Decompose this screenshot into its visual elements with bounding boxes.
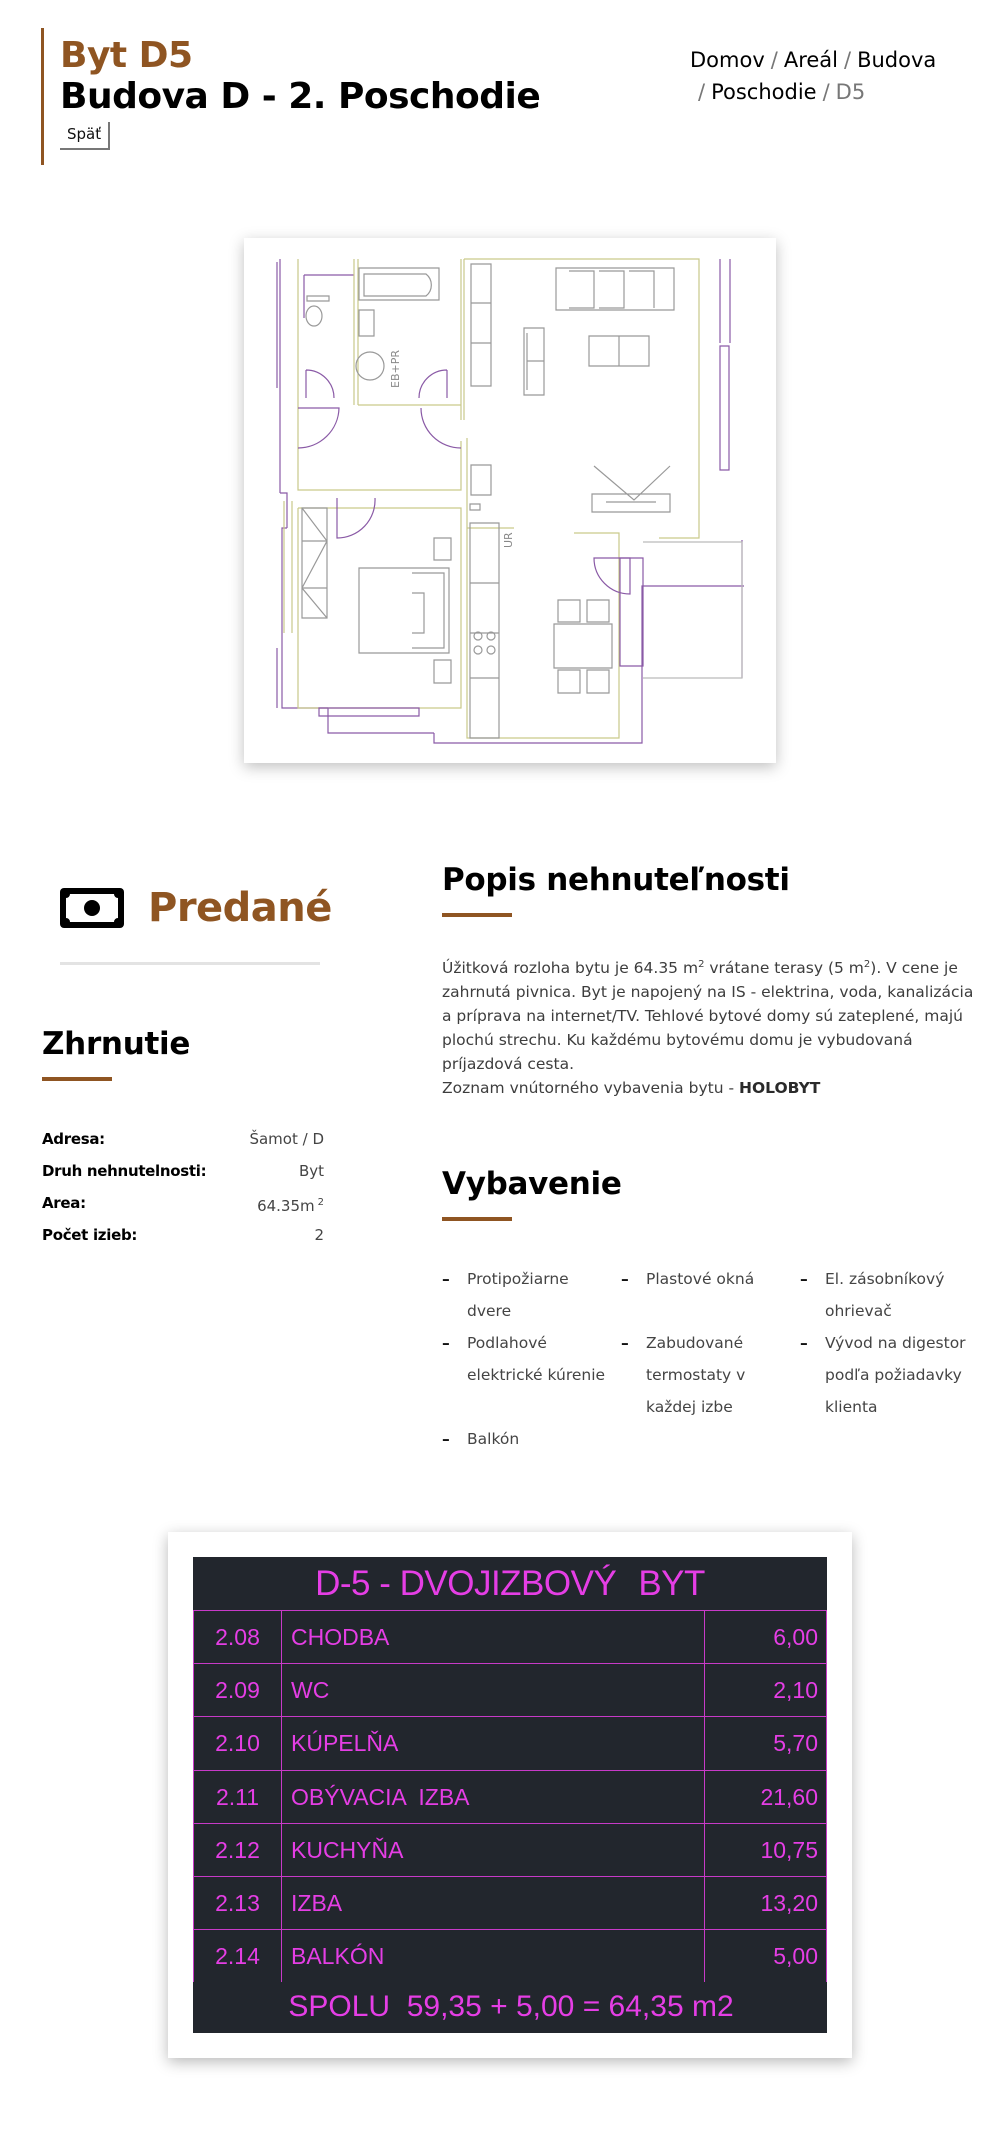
room-row — [193, 1716, 827, 1769]
room-name: WC — [282, 1664, 705, 1716]
equipment-item — [800, 1263, 979, 1327]
page-title: Byt D5 — [60, 35, 193, 76]
page-subtitle: Budova D - 2. Poschodie — [60, 76, 541, 117]
back-button[interactable]: Späť — [60, 122, 110, 150]
equipment-item — [442, 1327, 621, 1423]
equipment-item — [621, 1327, 800, 1423]
room-row — [193, 1929, 827, 1982]
room-area: 6,00 — [705, 1611, 827, 1663]
breadcrumb-building[interactable]: Budova — [857, 48, 937, 72]
summary-value: Byt — [298, 1162, 324, 1180]
equipment-item-label: Balkón — [467, 1430, 520, 1448]
breadcrumb-separator: / — [844, 48, 852, 72]
equipment-item-label: Zabudované termostaty v každej izbe — [646, 1334, 746, 1416]
desc-sup: 2 — [698, 959, 705, 970]
room-number: 2.09 — [193, 1664, 282, 1716]
floorplan-label-eb-pr: EB+PR — [389, 350, 402, 388]
room-number: 2.08 — [193, 1611, 282, 1663]
room-area: 5,00 — [705, 1930, 827, 1982]
room-table-image[interactable] — [168, 1532, 852, 2058]
title-block — [41, 28, 540, 165]
room-row — [193, 1823, 827, 1876]
description-section — [442, 858, 982, 1100]
room-name: OBÝVACIA IZBA — [282, 1771, 705, 1823]
room-name: KUCHYŇA — [282, 1824, 705, 1876]
breadcrumb-area[interactable]: Areál — [783, 48, 839, 72]
room-name: BALKÓN — [282, 1930, 705, 1982]
desc-part: Zoznam vnútorného vybavenia bytu - — [442, 1079, 739, 1097]
status-label: Predané — [148, 885, 332, 931]
room-table-title-text: BYT — [638, 1564, 705, 1603]
status-badge — [60, 880, 332, 965]
room-table-title — [193, 1557, 827, 1610]
equipment-item — [442, 1263, 621, 1327]
dash-icon: – — [621, 1270, 629, 1288]
breadcrumb — [690, 44, 970, 108]
description-text — [442, 953, 982, 1100]
summary-value: Šamot / D — [249, 1130, 324, 1148]
dash-icon: – — [800, 1270, 808, 1288]
desc-part: ). V cene je zahrnutá pivnica. Byt je napojený na IS - elektrina, voda, kanalizácia a príprava na internet/TV. Tehlové bytové domy sú zateplené, majú plochú strechu. Ku každému bytovému domu je vybudovaná príjazdová cesta. — [442, 959, 974, 1073]
dash-icon: – — [800, 1334, 808, 1352]
equipment-item-label: Protipožiarne dvere — [467, 1270, 569, 1320]
room-number: 2.13 — [193, 1877, 282, 1929]
summary-key: Area: — [42, 1194, 86, 1212]
equipment-section — [442, 1162, 982, 1455]
summary-section — [42, 1022, 324, 1251]
equipment-item — [800, 1327, 979, 1423]
room-row — [193, 1876, 827, 1929]
dash-icon: – — [442, 1334, 450, 1352]
area-unit-sup: 2 — [317, 1197, 324, 1208]
room-table — [193, 1557, 827, 2033]
room-area: 10,75 — [705, 1824, 827, 1876]
description-title: Popis nehnuteľnosti — [442, 862, 790, 898]
room-number: 2.14 — [193, 1930, 282, 1982]
breadcrumb-floor[interactable]: Poschodie — [711, 80, 817, 104]
desc-emphasis: HOLOBYT — [738, 1079, 821, 1097]
room-number: 2.12 — [193, 1824, 282, 1876]
equipment-title: Vybavenie — [442, 1166, 622, 1202]
room-area: 5,70 — [705, 1717, 827, 1769]
summary-row-type — [42, 1155, 324, 1187]
title-underline — [442, 1217, 512, 1221]
room-name: IZBA — [282, 1877, 705, 1929]
room-area: 21,60 — [705, 1771, 827, 1823]
floorplan-label-ur: UR — [502, 532, 515, 548]
room-area: 2,10 — [705, 1664, 827, 1716]
dash-icon: – — [442, 1430, 450, 1448]
room-row — [193, 1663, 827, 1716]
summary-key: Adresa: — [42, 1130, 105, 1148]
room-row — [193, 1610, 827, 1663]
summary-row-rooms — [42, 1219, 324, 1251]
room-number: 2.11 — [193, 1771, 282, 1823]
equipment-item-label: El. zásobníkový ohrievač — [825, 1270, 945, 1320]
title-underline — [442, 913, 512, 917]
desc-sup: 2 — [863, 959, 871, 970]
dash-icon: – — [621, 1334, 629, 1352]
equipment-list — [442, 1263, 982, 1455]
summary-row-area — [42, 1187, 324, 1219]
desc-part: Úžitková rozloha bytu je 64.35 m — [442, 959, 699, 977]
equipment-item — [442, 1423, 621, 1455]
summary-row-address — [42, 1123, 324, 1155]
summary-value — [257, 1187, 324, 1219]
room-name: KÚPELŇA — [282, 1717, 705, 1769]
dash-icon: – — [442, 1270, 450, 1288]
room-table-title-text: D-5 - DVOJIZBOVÝ — [315, 1564, 617, 1603]
breadcrumb-separator: / — [698, 80, 706, 104]
summary-title: Zhrnutie — [42, 1026, 191, 1062]
title-underline — [42, 1077, 112, 1081]
room-name: CHODBA — [282, 1611, 705, 1663]
summary-value: 2 — [314, 1226, 324, 1244]
room-area: 13,20 — [705, 1877, 827, 1929]
money-bill-icon — [60, 888, 124, 928]
summary-key: Počet izieb: — [42, 1226, 138, 1244]
room-row — [193, 1770, 827, 1823]
room-table-total: SPOLU 59,35 + 5,00 = 64,35 m2 — [288, 1990, 734, 2024]
summary-key: Druh nehnutelnosti: — [42, 1162, 207, 1180]
equipment-item-label: Podlahové elektrické kúrenie — [467, 1334, 606, 1384]
breadcrumb-separator: / — [770, 48, 778, 72]
floorplan-image[interactable] — [244, 238, 776, 763]
equipment-item-label: Plastové okná — [646, 1270, 755, 1288]
floorplan-drawing — [244, 238, 776, 763]
room-number: 2.10 — [193, 1717, 282, 1769]
desc-part: vrátane terasy (5 m — [704, 959, 864, 977]
equipment-item-label: Vývod na digestor podľa požiadavky klienta — [825, 1334, 966, 1416]
summary-list — [42, 1123, 324, 1251]
breadcrumb-separator: / — [822, 80, 830, 104]
area-value: 64.35m — [257, 1197, 315, 1215]
equipment-item — [621, 1263, 800, 1327]
breadcrumb-current: D5 — [835, 80, 866, 104]
breadcrumb-home[interactable]: Domov — [690, 48, 765, 72]
